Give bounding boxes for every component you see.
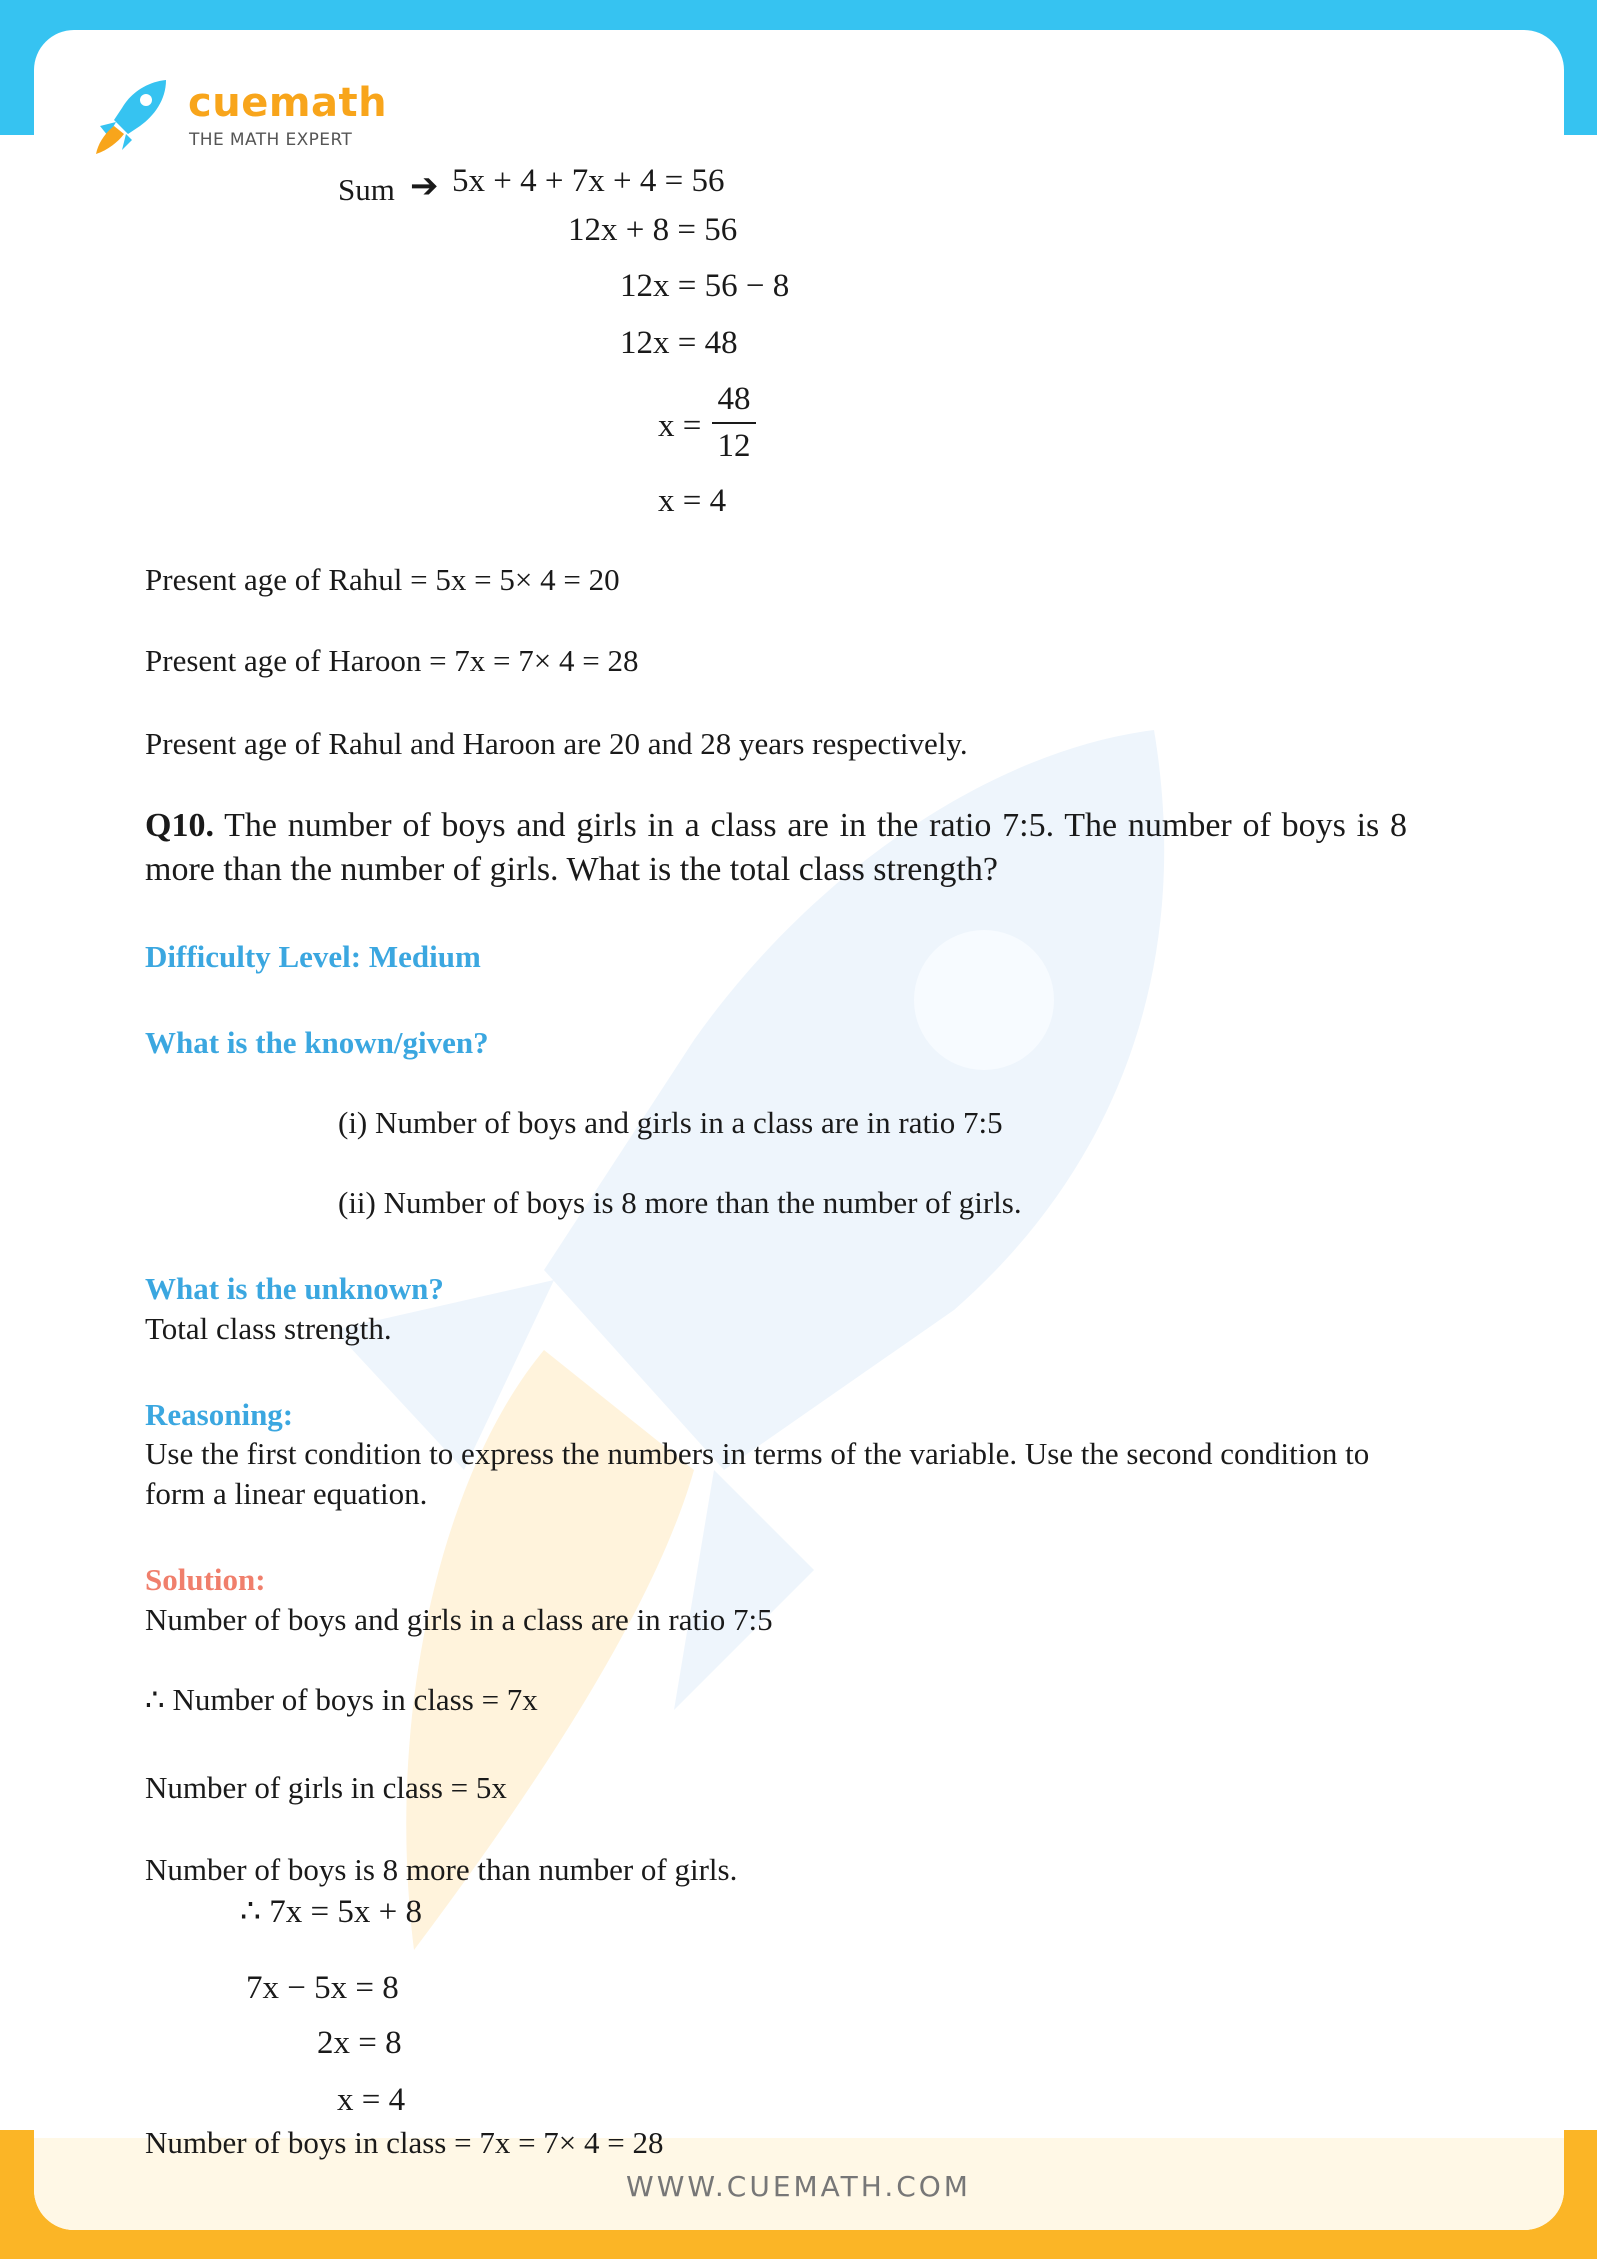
brand-tagline: THE MATH EXPERT — [189, 130, 353, 150]
known-item: (ii) Number of boys is 8 more than the number of girls. — [338, 1185, 1022, 1220]
unknown-text: Total class strength. — [145, 1311, 392, 1346]
arrow-icon: ➔ — [410, 168, 439, 205]
equation-line: 2x = 8 — [317, 2025, 402, 2061]
equation-line: 5x + 4 + 7x + 4 = 56 — [452, 163, 725, 199]
solution-line: ∴ Number of boys in class = 7x — [145, 1682, 538, 1717]
rocket-logo-icon — [92, 76, 172, 156]
known-item: (i) Number of boys and girls in a class are in ratio 7:5 — [338, 1105, 1003, 1140]
fraction-denominator: 12 — [717, 428, 751, 464]
fraction-numerator: 48 — [717, 381, 751, 417]
reasoning-heading: Reasoning: — [145, 1397, 294, 1432]
question-text — [145, 804, 1407, 892]
question-body: The number of boys and girls in a class are in the ratio 7:5. The number of boys is 8 more than the number of girls. What is the total class strength? — [145, 807, 1408, 888]
equation-line: 12x = 56 − 8 — [620, 268, 790, 304]
solution-line: Number of boys and girls in a class are in ratio 7:5 — [145, 1602, 773, 1637]
equation-line: 7x − 5x = 8 — [246, 1970, 399, 2006]
rocket-watermark-icon — [294, 710, 1334, 2010]
rahul-age-line: Present age of Rahul = 5x = 5× 4 = 20 — [145, 562, 620, 597]
unknown-heading: What is the unknown? — [145, 1271, 444, 1306]
brand-name: cuemath — [188, 80, 388, 126]
equation-line: x = — [658, 408, 702, 444]
fraction — [712, 381, 756, 465]
equation-line: x = 4 — [658, 483, 727, 519]
question-number: Q10. — [145, 807, 214, 844]
solution-line: Number of girls in class = 5x — [145, 1770, 507, 1805]
known-heading: What is the known/given? — [145, 1025, 489, 1060]
difficulty-level: Difficulty Level: Medium — [145, 939, 481, 974]
haroon-age-line: Present age of Haroon = 7x = 7× 4 = 28 — [145, 643, 639, 678]
reasoning-text: Use the first condition to express the numbers in terms of the variable. Use the second condition to form a linear equation. — [145, 1436, 1370, 1511]
age-conclusion: Present age of Rahul and Haroon are 20 and 28 years respectively. — [145, 726, 968, 761]
footer-url: WWW.CUEMATH.COM — [626, 2170, 971, 2203]
solution-heading: Solution: — [145, 1562, 266, 1597]
equation-line: ∴ 7x = 5x + 8 — [240, 1894, 422, 1930]
equation-line: x = 4 — [337, 2082, 406, 2118]
equation-line: 12x + 8 = 56 — [568, 212, 738, 248]
cuemath-logo — [92, 74, 392, 154]
equation-line: 12x = 48 — [620, 325, 738, 361]
sum-label: Sum — [338, 172, 395, 207]
solution-line: Number of boys is 8 more than number of girls. — [145, 1852, 738, 1887]
solution-line: Number of boys in class = 7x = 7× 4 = 28 — [145, 2125, 664, 2160]
